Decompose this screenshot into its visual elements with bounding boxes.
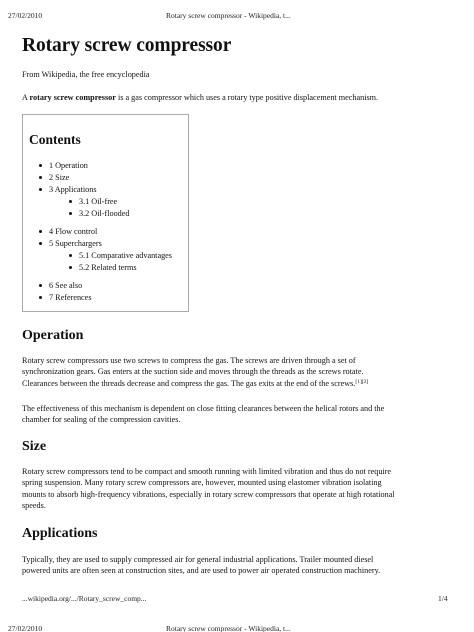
next-print-date: 27/02/2010	[8, 624, 43, 632]
text-line: The effectiveness of this mechanism is dependent on close fitting clearances between the helical rotors and the	[22, 404, 385, 413]
toc-title: Contents	[29, 132, 81, 147]
text-line: Clearances between the threads decrease and compress the gas. The gas exits at the end of the screws.	[22, 378, 356, 388]
bullet-icon	[69, 254, 72, 257]
page-number: 1/4	[438, 594, 448, 603]
intro-bold-term: rotary screw compressor	[29, 93, 116, 102]
print-title: Rotary screw compressor - Wikipedia, t...	[166, 11, 291, 20]
toc-item-size[interactable]	[39, 173, 69, 182]
toc-item-label: 3.1 Oil-free	[79, 197, 118, 206]
operation-paragraph-1	[22, 355, 438, 389]
operation-paragraph-2	[22, 403, 438, 426]
toc-item-label: 4 Flow control	[49, 227, 98, 236]
section-heading-operation: Operation	[22, 328, 84, 343]
toc-item-oil-free[interactable]	[69, 197, 117, 206]
bullet-icon	[39, 284, 42, 287]
bullet-icon	[39, 164, 42, 167]
toc-item-label: 5.2 Related terms	[79, 263, 137, 272]
from-wikipedia-tagline: From Wikipedia, the free encyclopedia	[22, 70, 150, 79]
applications-paragraph	[22, 554, 438, 577]
page-title: Rotary screw compressor	[22, 35, 232, 56]
toc-item-label: 1 Operation	[49, 161, 88, 170]
text-line: synchronization gears. Gas enters at the suction side and moves through the threads as the screws rotate.	[22, 367, 364, 377]
text-line: Rotary screw compressors tend to be compact and smooth running with limited vibration and thus do not require	[22, 467, 392, 476]
bullet-icon	[69, 266, 72, 269]
toc-item-label: 5 Superchargers	[49, 239, 102, 248]
bullet-icon	[39, 188, 42, 191]
table-of-contents	[22, 114, 189, 312]
text-line: chamber for sealing of the compression cavities.	[22, 415, 181, 425]
toc-item-superchargers[interactable]	[39, 239, 102, 248]
bullet-icon	[39, 296, 42, 299]
text-line: mounts to absorb high-frequency vibrations, especially in rotary screw compressors that operate at high rotational	[22, 489, 395, 499]
toc-item-oil-flooded[interactable]	[69, 209, 129, 218]
intro-suffix: is a gas compressor which uses a rotary type positive displacement mechanism.	[115, 93, 379, 102]
toc-item-label: 2 Size	[49, 173, 70, 182]
bullet-icon	[39, 242, 42, 245]
toc-item-flow-control[interactable]	[39, 227, 97, 236]
text-line: speeds.	[22, 500, 46, 510]
toc-item-label: 3.2 Oil-flooded	[79, 209, 130, 218]
bullet-icon	[69, 212, 72, 215]
toc-item-label: 6 See also	[49, 281, 83, 290]
toc-item-comparative-advantages[interactable]	[69, 251, 172, 260]
print-footer	[0, 594, 474, 606]
text-line: Rotary screw compressors use two screws to compress the gas. The screws are driven through a set of	[22, 356, 356, 365]
intro-paragraph	[22, 93, 378, 102]
bullet-icon	[69, 200, 72, 203]
toc-item-related-terms[interactable]	[69, 263, 137, 272]
intro-prefix: A	[22, 93, 30, 102]
toc-item-references[interactable]	[39, 293, 92, 302]
text-line: Typically, they are used to supply compressed air for general industrial applications. Trailer mounted diesel	[22, 555, 374, 564]
next-print-title: Rotary screw compressor - Wikipedia, t...	[166, 624, 291, 632]
text-line: spring suspension. Many rotary screw compressors are, however, mounted using elastomer vibration isolating	[22, 478, 382, 488]
toc-item-applications[interactable]	[39, 185, 97, 194]
footer-url: ...wikipedia.org/.../Rotary_screw_comp...	[22, 594, 147, 603]
print-header	[0, 11, 474, 23]
text-line: powered units are often seen at construction sites, and are used to power air operated construction machinery.	[22, 566, 381, 576]
toc-item-label: 3 Applications	[49, 185, 97, 194]
section-heading-size: Size	[22, 439, 47, 454]
toc-item-see-also[interactable]	[39, 281, 82, 290]
bullet-icon	[39, 176, 42, 179]
bullet-icon	[39, 230, 42, 233]
toc-item-label: 5.1 Comparative advantages	[79, 251, 172, 260]
size-paragraph	[22, 466, 438, 511]
reference-link-1[interactable]: [1]	[355, 378, 362, 385]
print-date: 27/02/2010	[8, 11, 43, 20]
section-heading-applications: Applications	[22, 526, 98, 541]
toc-item-label: 7 References	[49, 293, 92, 302]
reference-link-2[interactable]: [2]	[361, 378, 369, 385]
toc-item-operation[interactable]	[39, 161, 88, 170]
